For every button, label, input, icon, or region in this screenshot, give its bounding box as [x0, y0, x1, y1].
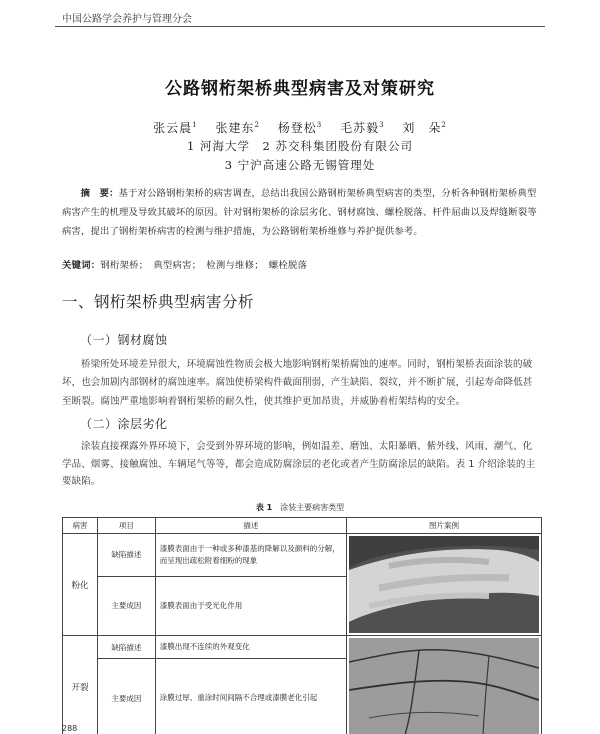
table-caption-number: 表 1: [255, 503, 273, 512]
author-name: 毛苏毅: [340, 121, 380, 135]
keywords: [62, 257, 307, 271]
description-cell: 漆膜表面由于受光化作用: [155, 576, 346, 636]
table-header-cell: 描述: [155, 518, 346, 534]
description-cell: 漆膜表面由于一种或多种漆基的降解以及颜料的分解，而呈现出疏松附着细粉的现象: [155, 534, 346, 577]
author-name: 张建东: [215, 121, 255, 135]
table-row: [63, 534, 542, 577]
defect-table: [62, 517, 542, 734]
cracking-photo: [349, 638, 539, 734]
defect-name-cell: 粉化: [63, 534, 98, 636]
description-cell: 漆膜出现不连续的外观变化: [155, 636, 346, 659]
running-header: 中国公路学会养护与管理分会: [62, 14, 192, 25]
item-cell: 主要成因: [97, 576, 155, 636]
description-cell: 涂膜过厚、重涂时间间隔不合理或漆膜老化引起: [155, 659, 346, 734]
header-rule: [55, 26, 545, 27]
author-affiliation-mark: 3: [379, 121, 385, 129]
table-header-cell: 病害: [63, 518, 98, 534]
table-caption-text: 涂装主要病害类型: [280, 503, 345, 512]
author-affiliation-mark: 2: [441, 121, 447, 129]
table-row: [63, 636, 542, 659]
section-heading: 一、钢桁架桥典型病害分析: [62, 293, 255, 311]
subsection-heading-coating: （二）涂层劣化: [80, 417, 168, 431]
item-cell: 主要成因: [97, 659, 155, 734]
affiliation-line-2: 3 宁沪高速公路无锡管理处: [224, 158, 376, 172]
page-number: 288: [62, 724, 78, 733]
author-name: 杨登松: [277, 121, 317, 135]
paragraph-coating: 涂装直接裸露外界环境下，会受到外界环境的影响，例如温差、磨蚀、太阳暴晒、紫外线、风雨、潮气、化学品、烟雾、接触腐蚀、车辆尾气等等，都会造成防腐涂层的老化或者产生防腐涂层的缺陷。表 1 介绍涂装的主要缺陷。: [62, 441, 536, 487]
abstract-text: 基于对公路钢桁架桥的病害调查，总结出我国公路钢桁架桥典型病害的类型，分析各种钢桁架桥典型病害产生的机理及导致其破坏的原因。针对钢桁架桥的涂层劣化、钢材腐蚀、螺栓脱落、杆件屈曲以及焊缝断裂等病害，提出了钢桁架桥病害的检测与维护措施，为公路钢桁架桥维修与养护提供参考。: [62, 188, 537, 237]
abstract: [62, 184, 540, 241]
author-affiliation-mark: 1: [192, 121, 198, 129]
defect-name-cell: 开裂: [63, 636, 98, 734]
keywords-label: 关键词：: [62, 260, 101, 271]
keywords-text: 钢桁架桥； 典型病害； 检测与维修； 螺栓脱落: [100, 260, 308, 271]
paragraph-corrosion: 桥梁所处环境差异很大，环境腐蚀性物质会极大地影响钢桁架桥腐蚀的速率。同时，钢桁架桥表面涂装的破坏，也会加剧内部钢材的腐蚀速率。腐蚀使桥梁构件截面削弱，产生缺陷、裂纹，并不断扩展，引起寿命降低甚至断裂。腐蚀严重地影响着钢桁架桥的耐久性，使其维护更加昂贵，并威胁着桁架结构的安全。: [62, 359, 533, 407]
abstract-label: 摘 要：: [80, 188, 119, 199]
author-affiliation-mark: 2: [254, 121, 260, 129]
table-header-cell: 项目: [97, 518, 155, 534]
author-list: [0, 119, 600, 136]
affiliation-line-1: 1 河海大学 2 苏交科集团股份有限公司: [187, 139, 413, 153]
author-name: 刘 朵: [402, 121, 442, 135]
chalking-photo: [349, 536, 539, 633]
photo-cell: [346, 534, 541, 636]
table-header-row: [63, 518, 542, 534]
item-cell: 缺陷描述: [97, 636, 155, 659]
table-header-cell: 图片案例: [346, 518, 541, 534]
subsection-heading-corrosion: （一）钢材腐蚀: [80, 333, 168, 347]
photo-cell: [346, 636, 541, 734]
chalking-photo-image: [349, 536, 539, 633]
table-caption: [0, 502, 600, 513]
paper-title: 公路钢桁架桥典型病害及对策研究: [165, 79, 435, 99]
item-cell: 缺陷描述: [97, 534, 155, 577]
author-affiliation-mark: 3: [316, 121, 323, 129]
cracking-photo-image: [349, 638, 539, 734]
author-name: 张云晨: [153, 121, 193, 135]
